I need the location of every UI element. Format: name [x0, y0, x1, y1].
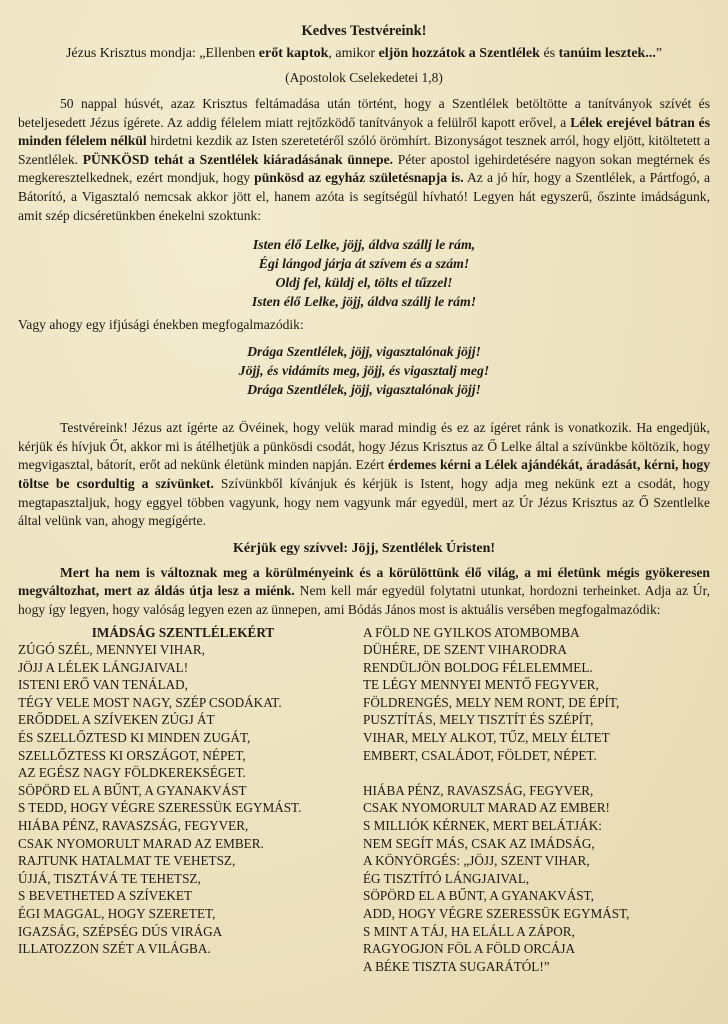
- poem-line: S MINT A TÁJ, HA ELÁLL A ZÁPOR,: [363, 923, 575, 939]
- paragraph-bold: PÜNKÖSD tehát a Szentlélek kiáradásának ünnepe.: [82, 151, 394, 167]
- poem-line: ERŐDDEL A SZÍVEKEN ZÚGJ ÁT: [18, 712, 215, 728]
- poem-right-column: [363, 624, 708, 976]
- quote-reference: (Apostolok Cselekedetei 1,8): [285, 70, 443, 85]
- verse-line: Isten élő Lelke, jöjj, áldva szállj le rám!: [251, 294, 477, 310]
- poem-line: PUSZTÍTÁS, MELY TISZTÍT ÉS SZÉPÍT,: [363, 712, 594, 728]
- poem-left-column: [18, 624, 363, 976]
- paragraph-bold: Mert ha nem is változnak meg a körülményeink és a körülöttünk élő világ, a mi életünk mégis gyökeresen megváltozhat, mert az áldás útja lesz a miénk.: [18, 564, 710, 599]
- poem-line: A BÉKE TISZTA SUGARÁTÓL!”: [363, 958, 550, 974]
- poem-line: HIÁBA PÉNZ, RAVASZSÁG, FEGYVER,: [18, 818, 249, 834]
- poem-line: ISTENI ERŐ VAN TENÁLAD,: [18, 677, 188, 693]
- verse-intro: Vagy ahogy egy ifjúsági énekben megfogalmazódik:: [18, 317, 304, 333]
- verse-line: Isten élő Lelke, jöjj, áldva szállj le rám,: [252, 237, 476, 253]
- page-title: Kedves Testvéreink!: [301, 23, 427, 39]
- poem-line: HIÁBA PÉNZ, RAVASZSÁG, FEGYVER,: [363, 782, 594, 798]
- bible-quote: [18, 44, 710, 63]
- poem-line: ADD, HOGY VÉGRE SZERESSÜK EGYMÁST,: [363, 906, 630, 921]
- paragraph-text: Péter apostol igehirdetésére nagyon sokan megtérnek és megkeresztelkednek, ezért mondjuk, hogy: [18, 151, 710, 186]
- quote-bold: erőt kaptok: [258, 46, 329, 61]
- paragraph-text: 50 nappal húsvét, azaz Krisztus feltámadása után történt, hogy a Szentlélek betöltötte a tanítványok szívét és beteljesedett Jézus ígérete. Az addig félelem miatt rejtőzködő tanítványok a felülről kapott erővel, a: [18, 96, 710, 130]
- poem-title: IMÁDSÁG SZENTLÉLEKÉRT: [91, 624, 275, 640]
- poem-line: S BEVETHETED A SZÍVEKET: [18, 888, 192, 904]
- paragraph-bold: Lélek erejével bátran és minden félelem nélkül: [18, 114, 710, 149]
- paragraph-text: Az a jó hír, hogy a Szentlélek, a Pártfogó, a Bátorító, a Vigasztaló nemcsak akkor jött el, hanem azóta is segítségül hívható! Legyen hát egyszerű, őszinte imádságunk, amit szép dicséretünkben énekelni szoktunk:: [18, 170, 710, 223]
- poem-line: FÖLDRENGÉS, MELY NEM RONT, DE ÉPÍT,: [363, 694, 620, 710]
- paragraph-pentecost: [18, 95, 710, 225]
- poem-line: S TEDD, HOGY VÉGRE SZERESSÜK EGYMÁST.: [18, 800, 302, 816]
- hymn-verse-1: [18, 235, 710, 311]
- verse-line: Jöjj, és vidámíts meg, jöjj, és vigasztalj meg!: [238, 363, 490, 379]
- verse-line: Drága Szentlélek, jöjj, vigasztalónak jöjj!: [247, 344, 481, 360]
- quote-bold: eljön hozzátok a Szentlélek: [378, 46, 540, 61]
- quote-text: és: [539, 46, 559, 61]
- hymn-verse-2: [18, 342, 710, 399]
- verse-line: Drága Szentlélek, jöjj, vigasztalónak jöjj!: [247, 382, 481, 398]
- poem-line: ÉGI MAGGAL, HOGY SZERETET,: [18, 906, 216, 921]
- paragraph-bold: pünkösd az egyház születésnapja is.: [254, 170, 464, 186]
- stanza-break: [363, 764, 708, 782]
- poem-line: SÖPÖRD EL A BŰNT, A GYANAKVÁST,: [363, 888, 594, 904]
- paragraph-promise: [18, 419, 710, 531]
- poem-line: SZELLŐZTESS KI ORSZÁGOT, NÉPET,: [18, 747, 246, 763]
- poem-line: ZÚGÓ SZÉL, MENNYEI VIHAR,: [18, 642, 205, 658]
- poem-line: A KÖNYÖRGÉS: „JÖJJ, SZENT VIHAR,: [363, 853, 590, 869]
- paragraph-text: hirdetni kezdik az Isten szeretetéről szóló örömhírt. Bizonyságot tesznek arról, hogy eljött, kitöltetett a Szentlélek.: [18, 133, 710, 167]
- paragraph-text: Testvéreink! Jézus azt ígérte az Övéinek, hogy velük marad mindig és ez az ígéret ránk is vonatkozik. Ha engedjük, kérjük és hívjuk Őt, akkor mi is átélhetjük a pünkösdi csodát, hogy Jézus Krisztus az Ő Lelke által a szívünkbe költözik, hogy megvigasztal, bátorít, erőt ad nekünk életünk minden napján. Ezért: [18, 420, 710, 473]
- poem-line: ÉG TISZTÍTÓ LÁNGJAIVAL,: [363, 870, 530, 886]
- poem-line: TE LÉGY MENNYEI MENTŐ FEGYVER,: [363, 677, 599, 693]
- poem-line: CSAK NYOMORULT MARAD AZ EMBER.: [18, 835, 264, 851]
- poem-line: IGAZSÁG, SZÉPSÉG DÚS VIRÁGA: [18, 923, 223, 939]
- quote-text: ”: [655, 46, 663, 61]
- poem-line: TÉGY VELE MOST NAGY, SZÉP CSODÁKAT.: [18, 694, 282, 710]
- paragraph-text: Nem kell már egyedül folytatni utunkat, hordozni terheinket. Adja az Úr, hogy így legyen, hogy valóság legyen ezen az ünnepen, ami Bódás János most is aktuális versében megfogalmazódik:: [18, 583, 710, 617]
- verse-line: Égi lángod járja át szívem és a szám!: [258, 256, 470, 272]
- paragraph-text: Szívünkből kívánjuk és kérjük is Istent, hogy adja meg nekünk ezt a csodát, hogy megtapasztaljuk, hogy eggyel többen vagyunk, hogy nem vagyunk már egyedül, mert az Úr Jézus Krisztus az Ő Szentlelke által velünk van, ahogy megígérte.: [18, 475, 710, 529]
- poem-line: JÖJJ A LÉLEK LÁNGJAIVAL!: [18, 659, 189, 675]
- quote-text: , amikor: [328, 46, 379, 61]
- poem-line: S MILLIÓK KÉRNEK, MERT BELÁTJÁK:: [363, 818, 602, 834]
- poem-line: RAJTUNK HATALMAT TE VEHETSZ,: [18, 853, 236, 869]
- poem-line: A FÖLD NE GYILKOS ATOMBOMBA: [363, 624, 580, 640]
- poem-line: RAGYOGJON FÖL A FÖLD ORCÁJA: [363, 941, 576, 957]
- paragraph-blessing: [18, 564, 710, 620]
- poem-line: SÖPÖRD EL A BŰNT, A GYANAKVÁST: [18, 782, 247, 798]
- prayer-call: Kérjük egy szívvel: Jöjj, Szentlélek Úristen!: [232, 540, 496, 556]
- poem-line: VIHAR, MELY ALKOT, TŰZ, MELY ÉLTET: [363, 730, 610, 746]
- paragraph-bold: érdemes kérni a Lélek ajándékát, áradását, kérni, hogy töltse be csordultig a szívünket.: [18, 457, 710, 491]
- poem-line: RENDÜLJÖN BOLDOG FÉLELEMMEL.: [363, 659, 593, 675]
- poem: [18, 624, 710, 976]
- poem-line: AZ EGÉSZ NAGY FÖLDKEREKSÉGET.: [18, 765, 246, 781]
- quote-bold: tanúim lesztek...: [558, 46, 656, 61]
- poem-line: EMBERT, CSALÁDOT, FÖLDET, NÉPET.: [363, 747, 597, 763]
- poem-line: NEM SEGÍT MÁS, CSAK AZ IMÁDSÁG,: [363, 835, 595, 851]
- poem-line: ÚJJÁ, TISZTÁVÁ TE TEHETSZ,: [18, 870, 201, 886]
- poem-line: CSAK NYOMORULT MARAD AZ EMBER!: [363, 800, 610, 816]
- verse-line: Oldj fel, küldj el, tölts el tűzzel!: [275, 275, 453, 291]
- poem-line: ÉS SZELLŐZTESD KI MINDEN ZUGÁT,: [18, 730, 251, 746]
- poem-line: ILLATOZZON SZÉT A VILÁGBA.: [18, 941, 211, 957]
- quote-text: Jézus Krisztus mondja: „Ellenben: [65, 46, 259, 61]
- poem-line: DÜHÉRE, DE SZENT VIHARODRA: [363, 642, 567, 658]
